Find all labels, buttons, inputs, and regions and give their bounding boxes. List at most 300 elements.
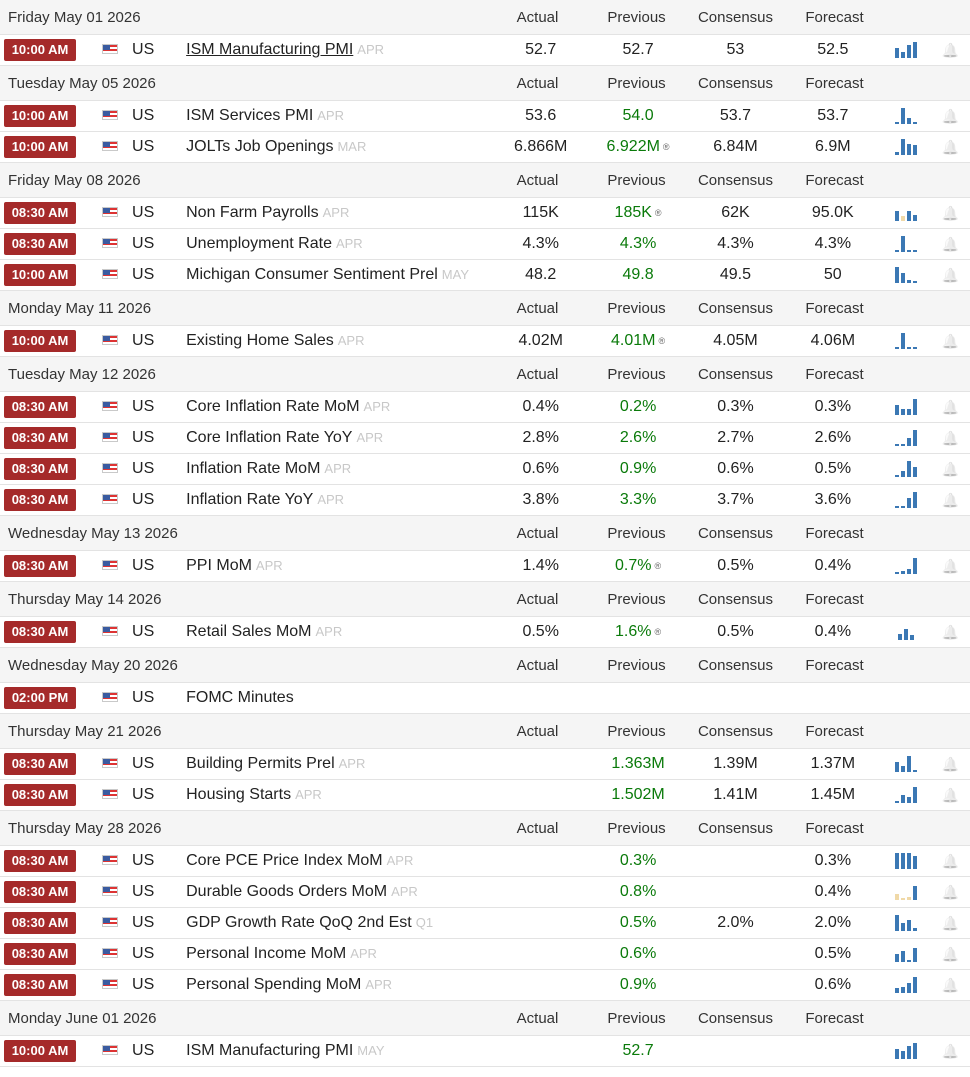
time-cell — [0, 233, 102, 255]
actual-value: 3.8% — [522, 491, 559, 508]
forecast-value: 0.5% — [814, 945, 852, 962]
country-label: US — [132, 332, 155, 349]
consensus-value: 6.84M — [713, 138, 758, 155]
sparkline-bar — [901, 923, 905, 931]
event-row[interactable] — [0, 229, 970, 260]
previous-value: 0.8% — [619, 883, 657, 900]
country-label: US — [132, 266, 155, 283]
sparkline-cell[interactable] — [882, 756, 931, 772]
bell-icon[interactable]: 🔔 — [941, 204, 960, 221]
sparkline-chart — [895, 946, 917, 962]
sparkline-bar — [913, 347, 917, 349]
time-badge: 08:30 AM — [4, 943, 76, 965]
us-flag-icon — [102, 855, 118, 865]
event-name-link[interactable]: Durable Goods Orders MoM — [186, 883, 388, 900]
sparkline-bar — [895, 122, 899, 124]
reference-period: MAY — [357, 1043, 385, 1058]
event-cell — [186, 491, 492, 509]
sparkline-cell[interactable] — [882, 333, 931, 349]
event-name-link[interactable]: Core PCE Price Index MoM — [186, 852, 383, 869]
us-flag-icon — [102, 110, 118, 120]
sparkline-bar — [898, 634, 902, 640]
time-cell — [0, 943, 102, 965]
event-row[interactable] — [0, 454, 970, 485]
alert-cell[interactable] — [931, 558, 970, 575]
reference-period: APR — [324, 461, 352, 476]
previous-cell — [589, 945, 686, 963]
bell-icon[interactable]: 🔔 — [941, 138, 960, 155]
flag-cell — [102, 41, 122, 59]
sparkline-cell[interactable] — [882, 946, 931, 962]
event-row[interactable] — [0, 551, 970, 582]
event-row[interactable] — [0, 485, 970, 516]
column-header-actual: Actual — [516, 1009, 559, 1027]
date-header-row — [0, 357, 970, 392]
time-cell — [0, 687, 102, 709]
consensus-value: 4.3% — [717, 235, 754, 252]
bell-icon[interactable]: 🔔 — [941, 266, 960, 283]
alert-cell[interactable] — [931, 399, 970, 416]
sparkline-cell[interactable] — [882, 492, 931, 508]
event-row[interactable] — [0, 846, 970, 877]
event-cell — [186, 883, 492, 901]
bell-icon[interactable]: 🔔 — [941, 107, 960, 124]
event-name-link[interactable]: Core Inflation Rate YoY — [186, 429, 353, 446]
event-name-link[interactable]: Retail Sales MoM — [186, 623, 312, 640]
previous-value: 1.502M — [611, 786, 665, 803]
sparkline-bar — [901, 273, 905, 283]
event-row[interactable] — [0, 260, 970, 291]
column-header-actual: Actual — [516, 171, 559, 189]
time-badge: 08:30 AM — [4, 458, 76, 480]
reference-period: APR — [335, 236, 363, 251]
time-cell — [0, 974, 102, 996]
event-name-link[interactable]: Existing Home Sales — [186, 332, 334, 349]
us-flag-icon — [102, 789, 118, 799]
sparkline-bar — [913, 215, 917, 221]
sparkline-bar — [901, 1051, 905, 1059]
country-label: US — [132, 460, 155, 477]
flag-cell — [102, 460, 122, 478]
bell-icon[interactable]: 🔔 — [941, 332, 960, 349]
revised-icon: ® — [654, 560, 662, 571]
us-flag-icon — [102, 979, 118, 989]
previous-cell — [589, 235, 686, 253]
sparkline-bar — [901, 571, 905, 574]
sparkline-bar — [895, 762, 899, 772]
event-cell — [186, 945, 492, 963]
country-label: US — [132, 1042, 155, 1059]
sparkline-cell[interactable] — [882, 915, 931, 931]
date-label: Monday May 11 2026 — [8, 299, 152, 317]
flag-cell — [102, 945, 122, 963]
alert-cell[interactable] — [931, 108, 970, 125]
event-name-link[interactable]: FOMC Minutes — [186, 689, 294, 706]
sparkline-bar — [901, 236, 905, 252]
bell-icon[interactable]: 🔔 — [941, 883, 960, 900]
event-name-link[interactable]: Core Inflation Rate MoM — [186, 398, 360, 415]
flag-cell — [102, 138, 122, 156]
alert-cell[interactable] — [931, 624, 970, 641]
column-header-consensus: Consensus — [697, 8, 774, 26]
bell-icon[interactable]: 🔔 — [941, 460, 960, 477]
time-badge: 08:30 AM — [4, 202, 76, 224]
column-header-consensus: Consensus — [697, 1009, 774, 1027]
sparkline-bar — [895, 475, 899, 477]
reference-period: APR — [357, 42, 385, 57]
us-flag-icon — [102, 432, 118, 442]
previous-value: 0.7% — [615, 557, 652, 574]
date-label: Tuesday May 12 2026 — [8, 365, 156, 383]
bell-icon[interactable]: 🔔 — [941, 491, 960, 508]
sparkline-bar — [907, 1046, 911, 1059]
time-cell — [0, 264, 102, 286]
event-row[interactable] — [0, 683, 970, 714]
sparkline-cell[interactable] — [882, 558, 931, 574]
sparkline-bar — [907, 409, 911, 415]
forecast-value: 95.0K — [811, 204, 854, 221]
event-name-link[interactable]: Housing Starts — [186, 786, 292, 803]
consensus-value: 2.0% — [717, 914, 754, 931]
time-cell — [0, 202, 102, 224]
forecast-value: 0.6% — [814, 976, 852, 993]
alert-cell[interactable] — [931, 787, 970, 804]
sparkline-chart — [895, 853, 917, 869]
date-label: Wednesday May 20 2026 — [8, 656, 178, 674]
previous-cell — [589, 332, 686, 350]
alert-cell[interactable] — [931, 1043, 970, 1060]
alert-cell[interactable] — [931, 977, 970, 994]
column-header-previous: Previous — [607, 656, 666, 674]
bell-icon[interactable]: 🔔 — [941, 786, 960, 803]
reference-period: APR — [356, 430, 384, 445]
actual-value: 4.3% — [522, 235, 559, 252]
flag-cell — [102, 976, 122, 994]
previous-cell — [589, 755, 686, 773]
event-name-link[interactable]: ISM Manufacturing PMI — [186, 1042, 354, 1059]
bell-icon[interactable]: 🔔 — [941, 914, 960, 931]
sparkline-bar — [901, 52, 905, 58]
column-header-actual: Actual — [516, 365, 559, 383]
sparkline-bar — [913, 770, 917, 772]
event-row[interactable] — [0, 35, 970, 66]
alert-cell[interactable] — [931, 333, 970, 350]
sparkline-bar — [901, 766, 905, 772]
reference-period: APR — [322, 205, 350, 220]
sparkline-bar — [907, 211, 911, 221]
time-badge: 02:00 PM — [4, 687, 76, 709]
sparkline-cell[interactable] — [882, 624, 931, 640]
bell-icon[interactable]: 🔔 — [941, 945, 960, 962]
bell-icon[interactable]: 🔔 — [941, 398, 960, 415]
date-header-row — [0, 163, 970, 198]
us-flag-icon — [102, 238, 118, 248]
event-row[interactable] — [0, 326, 970, 357]
previous-cell — [589, 398, 686, 416]
revised-icon: ® — [662, 141, 670, 152]
sparkline-cell[interactable] — [882, 205, 931, 221]
event-name-link[interactable]: JOLTs Job Openings — [186, 138, 334, 155]
sparkline-chart — [895, 915, 917, 931]
bell-icon[interactable]: 🔔 — [941, 235, 960, 252]
time-cell — [0, 850, 102, 872]
reference-period: APR — [315, 624, 343, 639]
date-header-row — [0, 516, 970, 551]
consensus-value: 53.7 — [719, 107, 751, 124]
column-header-forecast: Forecast — [805, 1009, 864, 1027]
flag-cell — [102, 786, 122, 804]
sparkline-bar — [913, 281, 917, 283]
time-cell — [0, 458, 102, 480]
alert-cell[interactable] — [931, 884, 970, 901]
sparkline-cell[interactable] — [882, 42, 931, 58]
date-label: Wednesday May 13 2026 — [8, 524, 178, 542]
event-name-link[interactable]: Inflation Rate MoM — [186, 460, 321, 477]
bell-icon[interactable]: 🔔 — [941, 557, 960, 574]
sparkline-bar — [895, 954, 899, 962]
event-cell — [186, 41, 492, 59]
us-flag-icon — [102, 560, 118, 570]
us-flag-icon — [102, 269, 118, 279]
event-row[interactable] — [0, 749, 970, 780]
time-badge: 10:00 AM — [4, 330, 76, 352]
alert-cell[interactable] — [931, 236, 970, 253]
event-row[interactable] — [0, 939, 970, 970]
sparkline-bar — [907, 897, 911, 900]
event-row[interactable] — [0, 392, 970, 423]
us-flag-icon — [102, 44, 118, 54]
bell-icon[interactable]: 🔔 — [941, 623, 960, 640]
column-header-forecast: Forecast — [805, 299, 864, 317]
time-badge: 08:30 AM — [4, 621, 76, 643]
event-row[interactable] — [0, 617, 970, 648]
sparkline-chart — [895, 108, 917, 124]
alert-cell[interactable] — [931, 492, 970, 509]
event-cell — [186, 852, 492, 870]
bell-icon[interactable]: 🔔 — [941, 852, 960, 869]
previous-cell — [589, 266, 686, 284]
column-header-previous: Previous — [607, 1009, 666, 1027]
consensus-value: 53 — [726, 41, 745, 58]
reference-period: MAR — [337, 139, 367, 154]
column-header-consensus: Consensus — [697, 299, 774, 317]
event-name-link[interactable]: ISM Services PMI — [186, 107, 314, 124]
event-cell — [186, 138, 492, 156]
alert-cell[interactable] — [931, 853, 970, 870]
country-label: US — [132, 491, 155, 508]
sparkline-chart — [895, 977, 917, 993]
sparkline-bar — [913, 928, 917, 931]
event-name-link[interactable]: PPI MoM — [186, 557, 252, 574]
revised-icon: ® — [658, 335, 666, 346]
event-cell — [186, 398, 492, 416]
previous-cell — [589, 41, 686, 59]
date-header-row — [0, 1001, 970, 1036]
sparkline-bar — [901, 444, 905, 446]
column-header-consensus: Consensus — [697, 722, 774, 740]
sparkline-bar — [907, 45, 911, 58]
country-label: US — [132, 235, 155, 252]
us-flag-icon — [102, 401, 118, 411]
event-name-link[interactable]: ISM Manufacturing PMI — [186, 41, 354, 58]
sparkline-chart — [895, 558, 917, 574]
sparkline-bar — [895, 506, 899, 508]
sparkline-bar — [907, 498, 911, 508]
sparkline-cell[interactable] — [882, 884, 931, 900]
alert-cell[interactable] — [931, 756, 970, 773]
bell-icon[interactable]: 🔔 — [941, 429, 960, 446]
date-header-row — [0, 291, 970, 326]
forecast-value: 0.5% — [814, 460, 852, 477]
event-name-link[interactable]: Non Farm Payrolls — [186, 204, 319, 221]
column-header-consensus: Consensus — [697, 524, 774, 542]
sparkline-bar — [901, 853, 905, 869]
time-badge: 08:30 AM — [4, 489, 76, 511]
consensus-value: 0.6% — [717, 460, 754, 477]
event-row[interactable] — [0, 101, 970, 132]
sparkline-chart — [898, 624, 914, 640]
country-label: US — [132, 107, 155, 124]
forecast-value: 0.3% — [814, 398, 852, 415]
country-label: US — [132, 945, 155, 962]
sparkline-cell[interactable] — [882, 787, 931, 803]
alert-cell[interactable] — [931, 205, 970, 222]
alert-cell[interactable] — [931, 430, 970, 447]
flag-cell — [102, 689, 122, 707]
column-header-consensus: Consensus — [697, 171, 774, 189]
sparkline-bar — [901, 506, 905, 508]
flag-cell — [102, 755, 122, 773]
forecast-value: 53.7 — [817, 107, 849, 124]
event-row[interactable] — [0, 132, 970, 163]
sparkline-cell[interactable] — [882, 399, 931, 415]
column-header-previous: Previous — [607, 171, 666, 189]
event-name-link[interactable]: Michigan Consumer Sentiment Prel — [186, 266, 438, 283]
actual-value: 0.6% — [522, 460, 559, 477]
previous-value: 4.01M — [611, 332, 656, 349]
time-badge: 10:00 AM — [4, 1040, 76, 1062]
column-header-actual: Actual — [516, 8, 559, 26]
event-cell — [186, 107, 492, 125]
country-label: US — [132, 398, 155, 415]
sparkline-bar — [913, 1043, 917, 1059]
sparkline-bar — [895, 211, 899, 221]
alert-cell[interactable] — [931, 915, 970, 932]
sparkline-cell[interactable] — [882, 139, 931, 155]
reference-period: APR — [255, 558, 283, 573]
us-flag-icon — [102, 1045, 118, 1055]
actual-value: 2.8% — [522, 429, 559, 446]
us-flag-icon — [102, 494, 118, 504]
sparkline-bar — [913, 787, 917, 803]
flag-cell — [102, 332, 122, 350]
time-cell — [0, 489, 102, 511]
reference-period: APR — [363, 399, 391, 414]
event-name-link[interactable]: Personal Spending MoM — [186, 976, 362, 993]
event-row[interactable] — [0, 970, 970, 1001]
flag-cell — [102, 398, 122, 416]
sparkline-bar — [907, 280, 911, 283]
sparkline-bar — [907, 920, 911, 931]
event-row[interactable] — [0, 908, 970, 939]
bell-icon[interactable]: 🔔 — [941, 755, 960, 772]
reference-period: APR — [391, 884, 418, 899]
time-cell — [0, 881, 102, 903]
sparkline-cell[interactable] — [882, 1043, 931, 1059]
alert-cell[interactable] — [931, 139, 970, 156]
sparkline-bar — [913, 886, 917, 900]
sparkline-bar — [895, 894, 899, 900]
us-flag-icon — [102, 463, 118, 473]
event-name-link[interactable]: GDP Growth Rate QoQ 2nd Est — [186, 914, 412, 931]
event-name-link[interactable]: Building Permits Prel — [186, 755, 335, 772]
alert-cell[interactable] — [931, 461, 970, 478]
sparkline-cell[interactable] — [882, 853, 931, 869]
country-label: US — [132, 786, 155, 803]
event-name-link[interactable]: Personal Income MoM — [186, 945, 347, 962]
consensus-value: 49.5 — [719, 266, 751, 283]
time-cell — [0, 136, 102, 158]
flag-cell — [102, 429, 122, 447]
sparkline-cell[interactable] — [882, 430, 931, 446]
forecast-value: 0.4% — [814, 883, 852, 900]
event-name-link[interactable]: Unemployment Rate — [186, 235, 332, 252]
alert-cell[interactable] — [931, 267, 970, 284]
sparkline-cell[interactable] — [882, 108, 931, 124]
actual-value: 0.4% — [522, 398, 559, 415]
time-badge: 10:00 AM — [4, 105, 76, 127]
forecast-value: 3.6% — [814, 491, 852, 508]
sparkline-chart — [895, 756, 917, 772]
event-name-link[interactable]: Inflation Rate YoY — [186, 491, 314, 508]
sparkline-cell[interactable] — [882, 461, 931, 477]
event-row[interactable] — [0, 1036, 970, 1067]
column-header-previous: Previous — [607, 299, 666, 317]
event-row[interactable] — [0, 780, 970, 811]
previous-cell — [589, 204, 686, 222]
sparkline-cell[interactable] — [882, 977, 931, 993]
time-badge: 10:00 AM — [4, 39, 76, 61]
sparkline-chart — [895, 42, 917, 58]
alert-cell[interactable] — [931, 946, 970, 963]
column-header-forecast: Forecast — [805, 74, 864, 92]
event-row[interactable] — [0, 198, 970, 229]
flag-cell — [102, 266, 122, 284]
consensus-value: 3.7% — [717, 491, 754, 508]
us-flag-icon — [102, 207, 118, 217]
event-row[interactable] — [0, 423, 970, 454]
sparkline-bar — [895, 250, 899, 252]
sparkline-bar — [895, 267, 899, 283]
sparkline-cell[interactable] — [882, 267, 931, 283]
bell-icon[interactable]: 🔔 — [941, 1042, 960, 1059]
event-row[interactable] — [0, 877, 970, 908]
time-badge: 08:30 AM — [4, 881, 76, 903]
sparkline-cell[interactable] — [882, 236, 931, 252]
reference-period: APR — [317, 108, 344, 123]
country-label: US — [132, 689, 155, 706]
sparkline-bar — [913, 145, 917, 155]
column-header-forecast: Forecast — [805, 722, 864, 740]
bell-icon[interactable]: 🔔 — [941, 976, 960, 993]
alert-cell[interactable] — [931, 42, 970, 59]
bell-icon[interactable]: 🔔 — [941, 41, 960, 58]
forecast-value: 50 — [823, 266, 842, 283]
date-header-row — [0, 714, 970, 749]
forecast-value: 6.9M — [815, 138, 851, 155]
sparkline-bar — [913, 492, 917, 508]
event-cell — [186, 976, 492, 994]
